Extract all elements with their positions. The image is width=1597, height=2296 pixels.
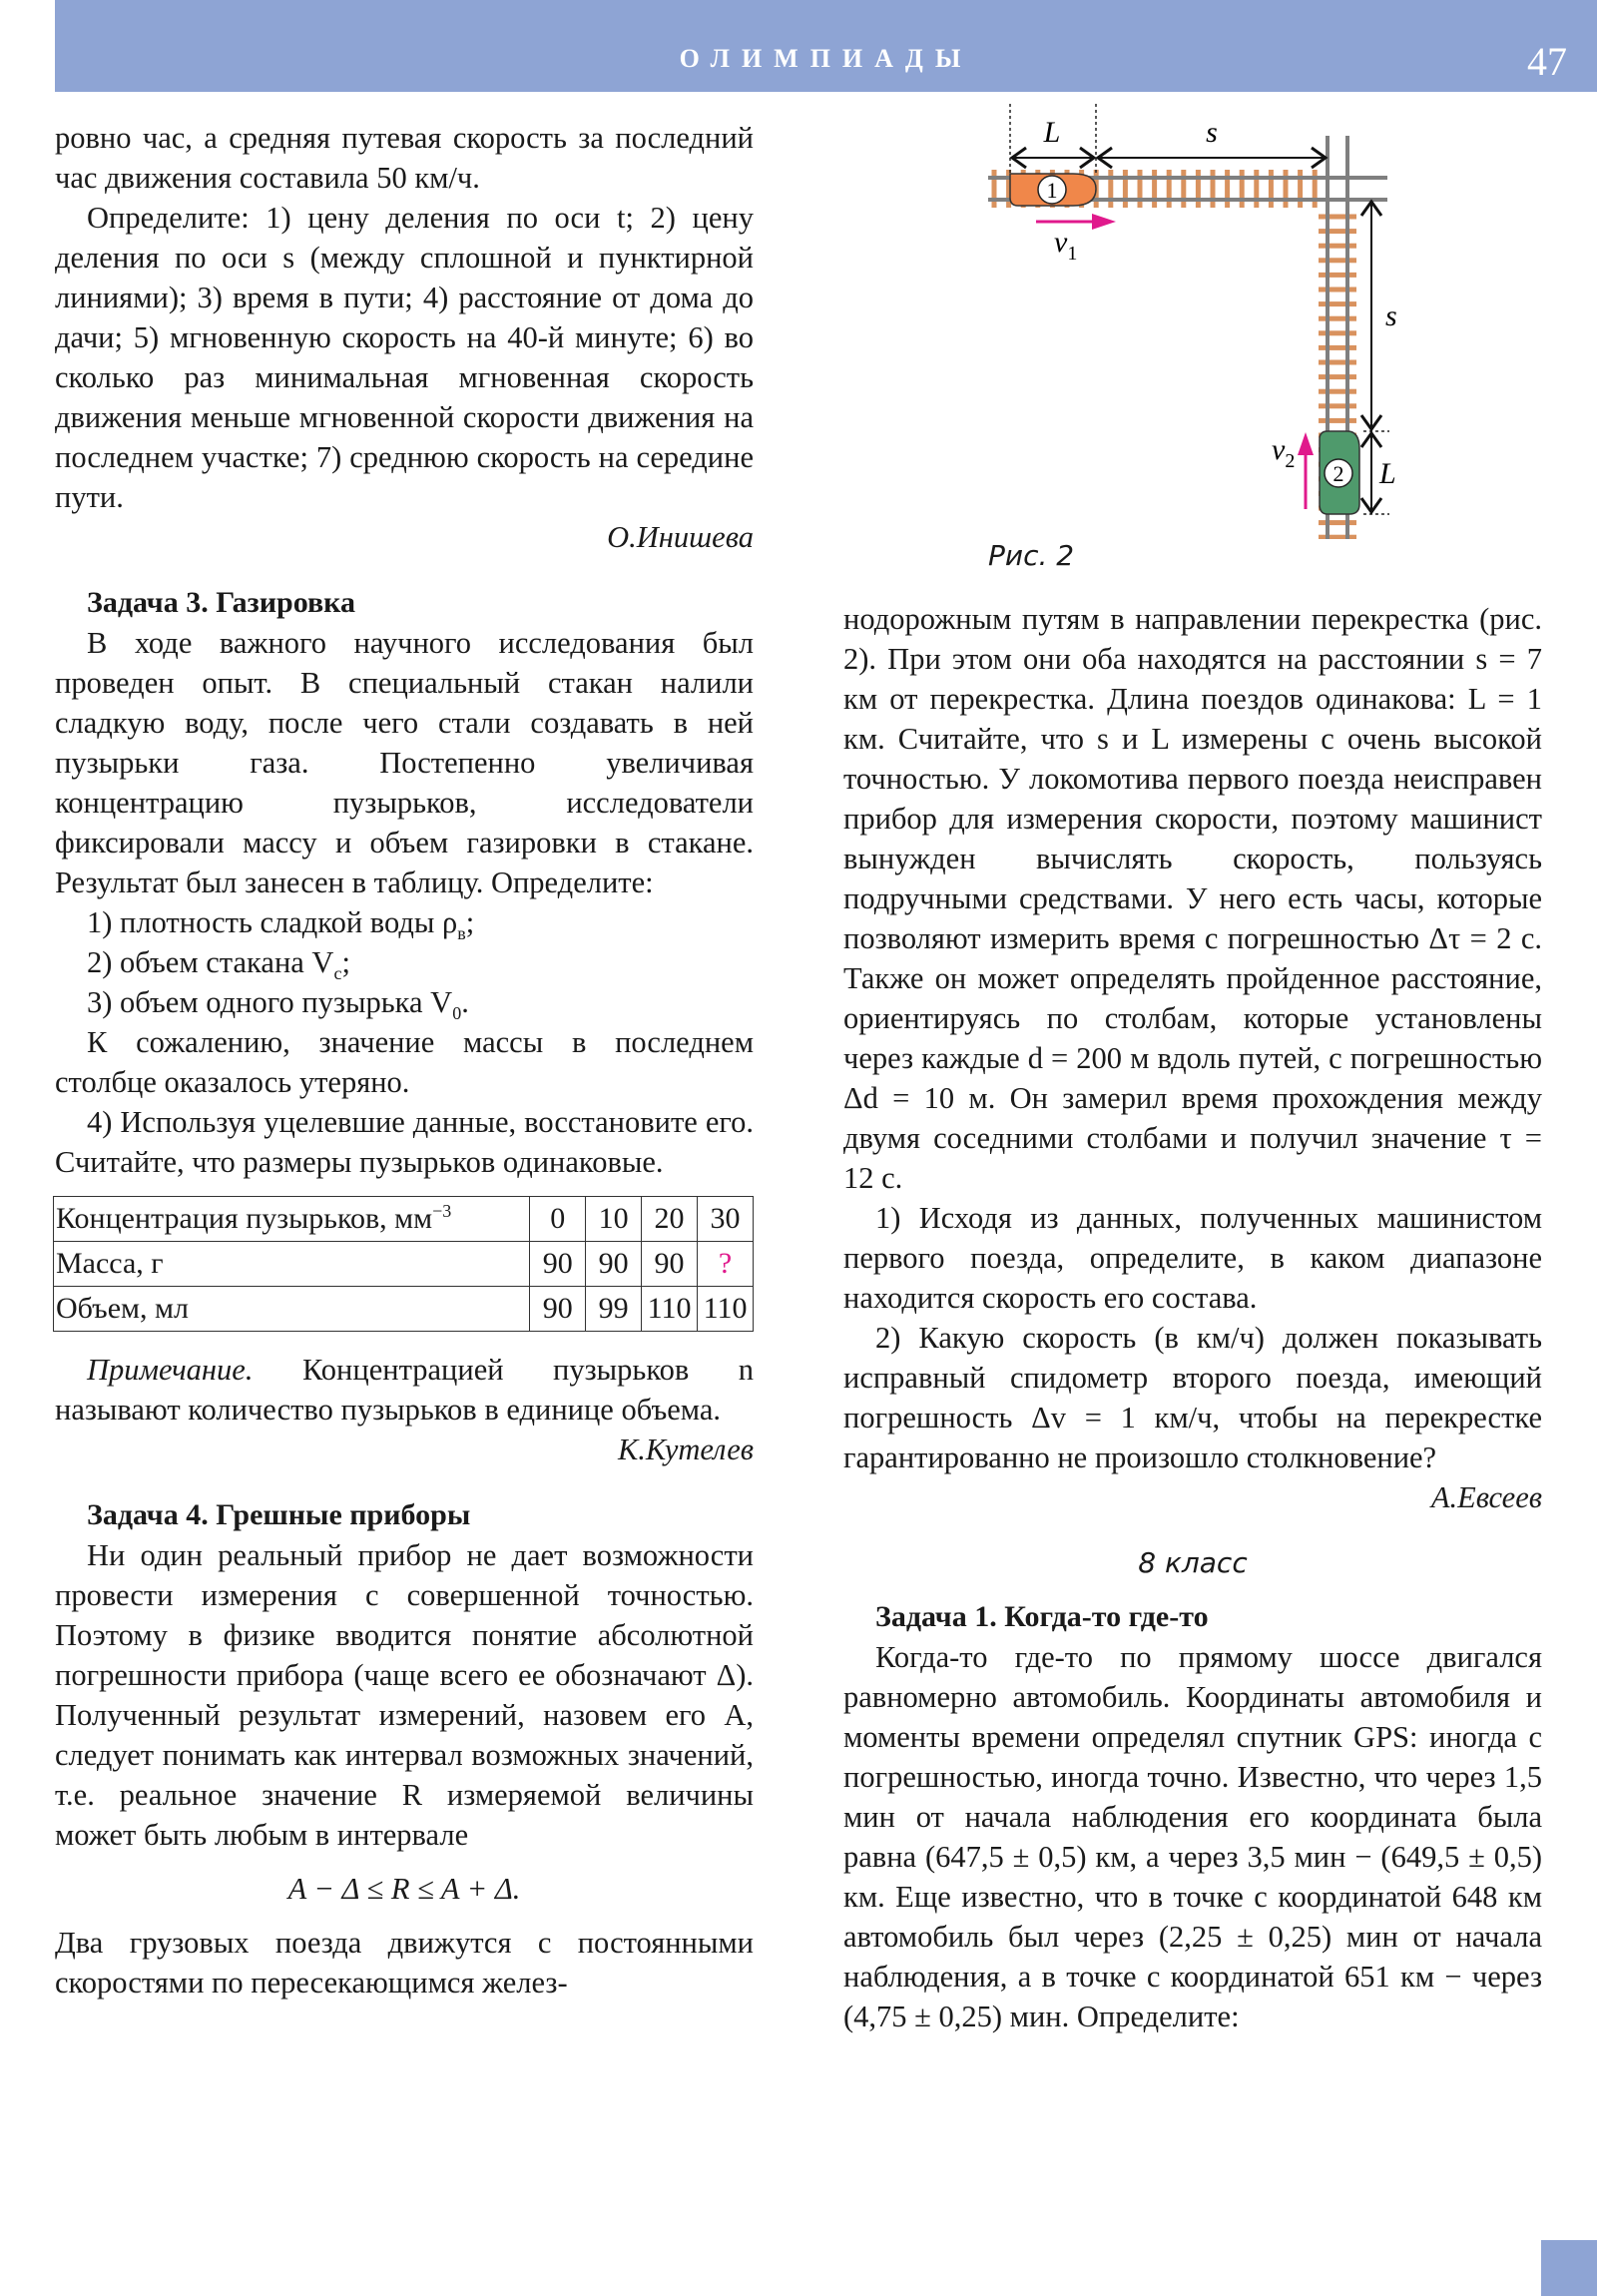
table-cell: 90 bbox=[642, 1242, 698, 1287]
paragraph: В ходе важного научного исследования был проведен опыт. В специальный стакан налили сладкую воду, после чего стали создавать в ней пузырьки газа. Постепенно увеличивая концентрацию пузырьков, исследователи фиксировали массу и объем газировки в стакане. Результат был занесен в таблицу. Определите: bbox=[55, 626, 754, 899]
paragraph: ровно час, а средняя путевая скорость за последний час движения составила 50 км/ч. bbox=[55, 121, 754, 195]
table-cell: 110 bbox=[698, 1287, 754, 1332]
paragraph: нодорожным путям в направлении перекрестка (рис. 2). При этом они оба находятся на расстоянии s = 7 км от перекрестка. Длина поездов одинакова: L = 1 км. Считайте, что s и L измерены с очень высокой точностью. У локомотива первого поезда неисправен прибор для измерения скорости, поэтому машинист вынужден вычислять скорость, пользуясь подручными средствами. У него есть часы, которые позволяют измерить время с погрешностью Δτ = 2 с. Также он может определять пройденное расстояние, ориентируясь по столбам, которые установлены через каждые d = 200 м вдоль путей, с погрешностью Δd = 10 м. Он замерил время прохождения между двумя соседними столбами и получил значение τ = 12 с. bbox=[843, 602, 1542, 1195]
row-label: Масса, г bbox=[54, 1242, 530, 1287]
railway-tie bbox=[1319, 330, 1356, 335]
railway-tie bbox=[1319, 258, 1356, 263]
paragraph: Ни один реальный прибор не дает возможности провести измерения с совершенной точностью. Поэтому в физике вводится понятие абсолютной погрешности прибора (чаще всего ее обозначают Δ). Полученный результат измерений, назовем его A, следует понимать как интервал возможных значений, т.е. реальное значение R измеряемой величины может быть любым в интервале bbox=[55, 1538, 754, 1852]
railway-tie bbox=[1108, 170, 1113, 208]
arrowhead-icon bbox=[1298, 432, 1314, 455]
railway-tie bbox=[1319, 374, 1356, 379]
railway-tie bbox=[1319, 229, 1356, 234]
page-corner-tab bbox=[1541, 2240, 1597, 2296]
table-cell: 10 bbox=[586, 1197, 642, 1242]
railway-tie bbox=[1269, 170, 1274, 208]
list-item: 3) объем одного пузырька $V_0$. bbox=[87, 985, 469, 1024]
railway-tie bbox=[1138, 170, 1143, 208]
railway-tie bbox=[1319, 403, 1356, 408]
figure-caption: Рис. 2 bbox=[988, 539, 1075, 572]
railway-tie bbox=[1319, 535, 1356, 539]
section-title: ОЛИМПИАДЫ bbox=[679, 44, 973, 73]
railway-tie bbox=[1284, 170, 1289, 208]
railway-tie bbox=[1319, 316, 1356, 321]
task-title: Задача 1. Когда-то где-то bbox=[875, 1600, 1209, 1633]
table-row bbox=[54, 1242, 754, 1287]
railway-tie bbox=[1211, 170, 1216, 208]
data-table bbox=[53, 1196, 754, 1332]
railway-tie bbox=[1319, 360, 1356, 365]
table-cell: 30 bbox=[698, 1197, 754, 1242]
railway-tie bbox=[992, 170, 997, 208]
label-s1: s bbox=[1206, 116, 1218, 149]
railway-tie bbox=[1319, 389, 1356, 394]
label-v1: $v_1$ bbox=[1054, 226, 1078, 265]
railway-tie bbox=[1319, 301, 1356, 306]
row-label: Объем, мл bbox=[54, 1287, 530, 1332]
railway-tie bbox=[1319, 520, 1356, 525]
label-L1: L bbox=[1043, 116, 1061, 149]
task-title: Задача 4. Грешные приборы bbox=[87, 1498, 471, 1531]
author-signature: О.Инишева bbox=[607, 520, 754, 554]
railway-tie bbox=[1181, 170, 1186, 208]
author-signature: А.Евсеев bbox=[1430, 1480, 1542, 1514]
railway-tie bbox=[1167, 170, 1172, 208]
railway-tie bbox=[1225, 170, 1230, 208]
table-cell: 99 bbox=[586, 1287, 642, 1332]
label-v2: $v_2$ bbox=[1272, 433, 1296, 472]
table-cell: 20 bbox=[642, 1197, 698, 1242]
list-item: 4) Используя уцелевшие данные, восстановите его. Считайте, что размеры пузырьков одинаковые. bbox=[55, 1105, 754, 1179]
running-header bbox=[55, 0, 1597, 92]
author-signature: К.Кутелев bbox=[618, 1433, 754, 1466]
railway-tie bbox=[1196, 170, 1201, 208]
railway-tie bbox=[1319, 273, 1356, 278]
table-cell: 110 bbox=[642, 1287, 698, 1332]
railway-tie bbox=[1319, 215, 1356, 220]
task-title: Задача 3. Газировка bbox=[87, 586, 355, 619]
left-column bbox=[55, 118, 754, 2003]
table-row bbox=[54, 1287, 754, 1332]
train-2-number: 2 bbox=[1332, 461, 1344, 486]
railway-tie bbox=[1319, 418, 1356, 423]
table-cell: 90 bbox=[530, 1242, 586, 1287]
formula: A − Δ ≤ R ≤ A + Δ. bbox=[287, 1872, 521, 1906]
railway-tie bbox=[1313, 170, 1318, 208]
question: 2) Какую скорость (в км/ч) должен показывать исправный спидометр второго поезда, имеющий погрешность Δv = 1 км/ч, чтобы на перекрестке гарантированно не произошло столкновение? bbox=[843, 1321, 1542, 1474]
railway-tie bbox=[1240, 170, 1245, 208]
paragraph: Когда-то где-то по прямому шоссе двигался равномерно автомобиль. Координаты автомобиля и моменты времени определял спутник GPS: иногда с погрешностью, иногда точно. Известно, что через 1,5 мин от начала наблюдения его координата была равна (647,5 ± 0,5) км, а через 3,5 мин − (649,5 ± 0,5) км. Еще известно, что в точке с координатой 648 км автомобиль был через (2,25 ± 0,25) мин от начала наблюдения, а в точке с координатой 651 км − через (4,75 ± 0,25) мин. Определите: bbox=[843, 1640, 1542, 2033]
label-L2: L bbox=[1379, 457, 1396, 490]
table-cell: 90 bbox=[530, 1287, 586, 1332]
paragraph: Два грузовых поезда движутся с постоянными скоростями по пересекающимся желез- bbox=[55, 1926, 754, 2000]
list-item: 1) плотность сладкой воды $\rho_в$; bbox=[87, 905, 475, 944]
page-number: 47 bbox=[1527, 39, 1567, 84]
note: Примечание. Концентрацией пузырьков n называют количество пузырьков в единице объема. bbox=[55, 1353, 754, 1427]
train-1-number: 1 bbox=[1046, 178, 1058, 203]
arrowhead-icon bbox=[1092, 214, 1116, 230]
table-row bbox=[54, 1197, 754, 1242]
note-label: Примечание. bbox=[87, 1353, 254, 1387]
table-cell: 90 bbox=[586, 1242, 642, 1287]
question: 1) Исходя из данных, полученных машинистом первого поезда, определите, в каком диапазоне находится скорость его состава. bbox=[843, 1201, 1542, 1315]
missing-value-cell: ? bbox=[698, 1242, 754, 1287]
railway-tie bbox=[1123, 170, 1128, 208]
railway-tie bbox=[1319, 244, 1356, 249]
grade-heading: 8 класс bbox=[1138, 1546, 1248, 1579]
railway-crossing-diagram bbox=[978, 100, 1417, 539]
paragraph: Определите: 1) цену деления по оси t; 2) цену деления по оси s (между сплошной и пунктирной линиями); 3) время в пути; 4) расстояние от дома до дачи; 5) мгновенную скорость на 40-й минуте; 6) во сколько раз минимальная мгновенная скорость движения меньше мгновенной скорости движения на последнем участке; 7) среднюю скорость на середине пути. bbox=[55, 201, 754, 514]
railway-tie bbox=[1298, 170, 1303, 208]
railway-tie bbox=[1254, 170, 1259, 208]
list-item: 2) объем стакана $V_с$; bbox=[87, 945, 350, 984]
table-cell: 0 bbox=[530, 1197, 586, 1242]
paragraph: К сожалению, значение массы в последнем столбце оказалось утеряно. bbox=[55, 1025, 754, 1099]
right-column bbox=[843, 599, 1542, 2036]
railway-tie bbox=[1319, 345, 1356, 350]
row-label: Концентрация пузырьков, $мм^{-3}$ bbox=[54, 1197, 530, 1242]
railway-tie bbox=[1152, 170, 1157, 208]
railway-tie bbox=[1319, 287, 1356, 292]
label-s2: s bbox=[1385, 299, 1397, 332]
